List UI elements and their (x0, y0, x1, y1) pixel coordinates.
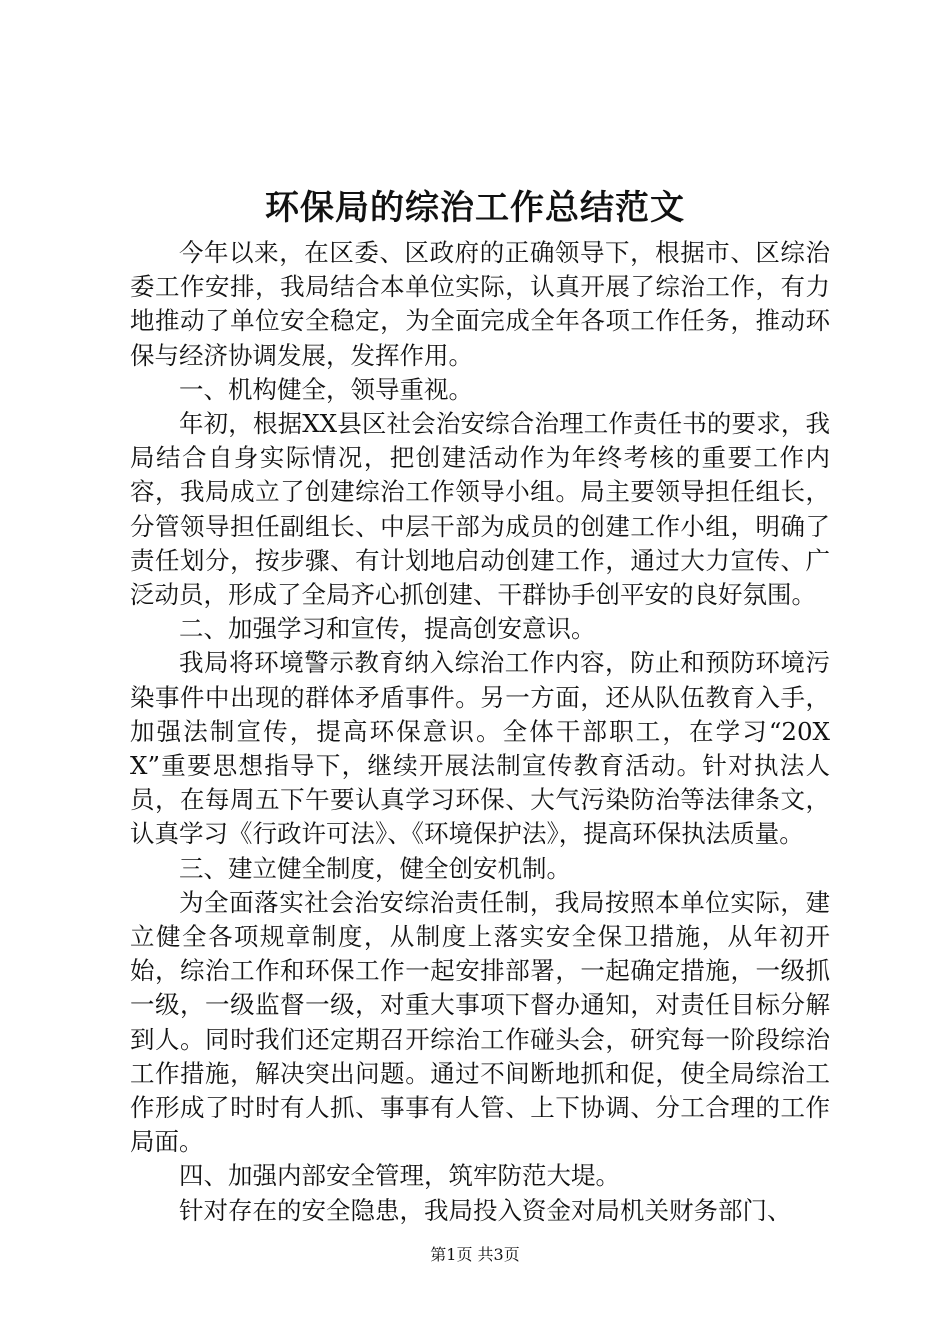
section-heading-4: 四、加强内部安全管理，筑牢防范大堤。 (179, 1161, 620, 1191)
paragraph-section-3: 为全面落实社会治安综治责任制，我局按照本单位实际，建立健全各项规章制度，从制度上落实安全保卫措施，从年初开始，综治工作和环保工作一起安排部署，一起确定措施，一级抓一级，一级监督一级，对重大事项下督办通知，对责任目标分解到人。同时我们还定期召开综治工作碰头会，研究每一阶段综治工作措施，解决突出问题。通过不间断地抓和促，使全局综治工作形成了时时有人抓、事事有人管、上下协调、分工合理的工作局面。 (130, 887, 830, 1157)
document-title: 环保局的综治工作总结范文 (265, 188, 685, 228)
section-heading-1: 一、机构健全，领导重视。 (179, 374, 473, 404)
section-heading-3: 三、建立健全制度，健全创安机制。 (179, 853, 571, 883)
paragraph-section-4: 针对存在的安全隐患，我局投入资金对局机关财务部门、 (179, 1195, 792, 1225)
paragraph-section-1: 年初，根据XX县区社会治安综合治理工作责任书的要求，我局结合自身实际情况，把创建活动作为年终考核的重要工作内容，我局成立了创建综治工作领导小组。局主要领导担任组长，分管领导担任副组长、中层干部为成员的创建工作小组，明确了责任划分，按步骤、有计划地启动创建工作，通过大力宣传、广泛动员，形成了全局齐心抓创建、干群协手创平安的良好氛围。 (130, 409, 830, 610)
page-footer: 第1页 共3页 (430, 1245, 520, 1264)
section-heading-2: 二、加强学习和宣传，提高创安意识。 (179, 614, 596, 644)
paragraph-section-2: 我局将环境警示教育纳入综治工作内容，防止和预防环境污染事件中出现的群体矛盾事件。另一方面，还从队伍教育入手，加强法制宣传，提高环保意识。全体干部职工，在学习“20XX”重要思想指导下，继续开展法制宣传教育活动。针对执法人员，在每周五下午要认真学习环保、大气污染防治等法律条文，认真学习《行政许可法》、《环境保护法》，提高环保执法质量。 (130, 648, 830, 849)
document-body (130, 236, 830, 1228)
paragraph-intro: 今年以来，在区委、区政府的正确领导下，根据市、区综治委工作安排，我局结合本单位实际，认真开展了综治工作，有力地推动了单位安全稳定，为全面完成全年各项工作任务，推动环保与经济协调发展，发挥作用。 (130, 238, 830, 370)
